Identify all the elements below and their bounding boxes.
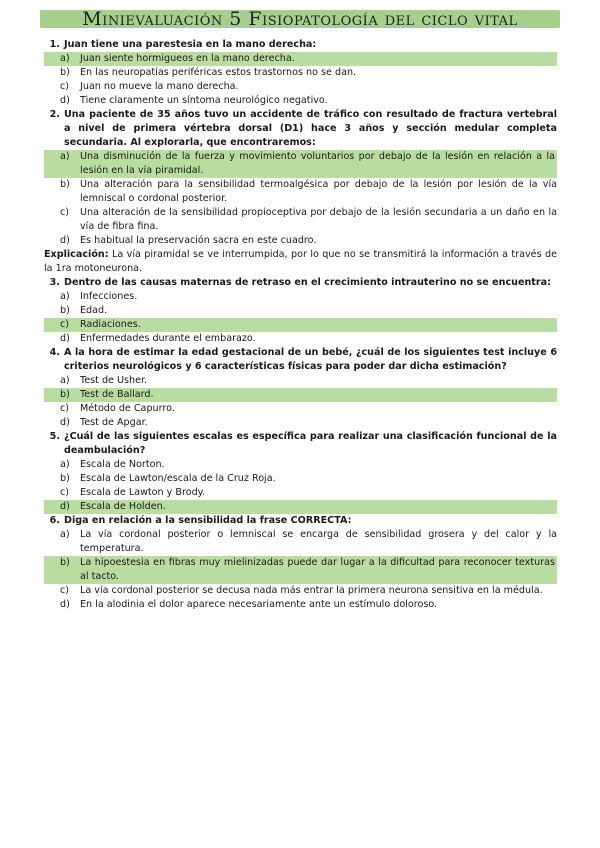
question-text: A la hora de estimar la edad gestacional de un bebé, ¿cuál de los siguientes test incluye 6 criterios neurológicos y 6 características físicas para poder dar dicha estimación? xyxy=(64,347,557,372)
option-text: Una alteración de la sensibilidad propioceptiva por debajo de la lesión secundaria a un daño en la vía de fibra fina. xyxy=(80,207,557,232)
answer-option-correct xyxy=(44,556,557,584)
option-text: Infecciones. xyxy=(80,291,138,302)
answer-option xyxy=(44,528,557,556)
question-number: 2. xyxy=(49,109,60,120)
answer-option-correct xyxy=(44,52,557,66)
option-letter: d) xyxy=(60,95,70,106)
answer-option-correct xyxy=(44,318,557,332)
question-text: ¿Cuál de las siguientes escalas es específica para realizar una clasificación funcional de la deambulación? xyxy=(64,431,557,456)
answer-option-correct xyxy=(44,150,557,178)
answer-option xyxy=(44,80,557,94)
answer-option xyxy=(44,458,557,472)
answer-option xyxy=(44,206,557,234)
option-text: Escala de Lawton/escala de la Cruz Roja. xyxy=(80,473,276,484)
option-letter: d) xyxy=(60,599,70,610)
option-text: Tiene claramente un síntoma neurológico negativo. xyxy=(80,95,328,106)
question-number: 6. xyxy=(49,515,60,526)
page-title: Minievaluación 5 Fisiopatología del ciclo vital xyxy=(82,8,518,30)
answer-option-correct xyxy=(44,500,557,514)
answer-option xyxy=(44,486,557,500)
option-letter: a) xyxy=(44,52,80,66)
option-text: Test de Usher. xyxy=(80,375,148,386)
option-text: La vía cordonal posterior se decusa nada más entrar la primera neurona sensitiva en la médula. xyxy=(80,585,543,596)
quiz-content xyxy=(44,38,557,612)
option-letter: b) xyxy=(60,305,70,316)
option-text: En las neuropatías periféricas estos trastornos no se dan. xyxy=(80,67,357,78)
option-letter: d) xyxy=(60,333,70,344)
question-1 xyxy=(44,38,557,52)
option-letter: a) xyxy=(60,529,70,540)
question-number: 3. xyxy=(49,277,60,288)
question-text: Una paciente de 35 años tuvo un accidente de tráfico con resultado de fractura vertebral a nivel de primera vértebra dorsal (D1) hace 3 años y sección medular completa secundaria. Al explorarla, que encontraremos: xyxy=(64,109,557,148)
answer-option xyxy=(44,66,557,80)
explanation-text: La vía piramidal se ve interrumpida, por lo que no se transmitirá la información a través de la 1ra motoneurona. xyxy=(44,249,557,274)
option-text: En la alodinia el dolor aparece necesariamente ante un estímulo doloroso. xyxy=(80,599,438,610)
answer-option xyxy=(44,584,557,598)
option-text: Una disminución de la fuerza y movimiento voluntarios por debajo de la lesión en relación a la lesión en la vía piramidal. xyxy=(80,151,555,176)
option-letter: c) xyxy=(60,81,70,92)
question-number: 1. xyxy=(49,39,60,50)
option-letter: a) xyxy=(60,375,70,386)
option-text: Juan siente hormigueos en la mano derecha. xyxy=(80,52,557,66)
answer-option xyxy=(44,472,557,486)
option-text: Edad. xyxy=(80,305,108,316)
option-letter: c) xyxy=(60,585,70,596)
option-letter: a) xyxy=(60,459,70,470)
option-letter: b) xyxy=(60,473,70,484)
option-letter: c) xyxy=(60,487,70,498)
question-text: Dentro de las causas maternas de retraso en el crecimiento intrauterino no se encuentra: xyxy=(64,277,551,288)
question-2 xyxy=(44,108,557,150)
option-text: Escala de Lawton y Brody. xyxy=(80,487,206,498)
answer-option xyxy=(44,178,557,206)
option-text: Es habitual la preservación sacra en este cuadro. xyxy=(80,235,317,246)
option-letter: b) xyxy=(60,179,70,190)
explanation-label: Explicación: xyxy=(44,249,109,260)
option-letter: a) xyxy=(44,150,80,178)
question-6 xyxy=(44,514,557,528)
option-text: Juan no mueve la mano derecha. xyxy=(80,81,239,92)
option-letter: c) xyxy=(60,403,70,414)
answer-option xyxy=(44,234,557,248)
option-letter: d) xyxy=(60,235,70,246)
option-text: Escala de Holden. xyxy=(80,500,557,514)
question-text: Juan tiene una parestesia en la mano derecha: xyxy=(64,39,317,50)
question-3 xyxy=(44,276,557,290)
option-letter: b) xyxy=(44,388,80,402)
option-text: Una alteración para la sensibilidad termoalgésica por debajo de la lesión por lesión de la vía lemniscal o cordonal posterior. xyxy=(80,179,557,204)
explanation xyxy=(44,248,557,276)
answer-option xyxy=(44,94,557,108)
option-letter: b) xyxy=(60,67,70,78)
option-letter: c) xyxy=(60,207,70,218)
option-letter: a) xyxy=(60,291,70,302)
option-text: La vía cordonal posterior o lemniscal se encarga de sensibilidad grosera y del calor y la temperatura. xyxy=(80,529,557,554)
question-text: Diga en relación a la sensibilidad la frase CORRECTA: xyxy=(64,515,352,526)
answer-option xyxy=(44,374,557,388)
answer-option xyxy=(44,598,557,612)
answer-option xyxy=(44,332,557,346)
option-letter: b) xyxy=(44,556,80,584)
option-letter: d) xyxy=(60,417,70,428)
answer-option xyxy=(44,416,557,430)
answer-option-correct xyxy=(44,388,557,402)
question-number: 4. xyxy=(49,347,60,358)
answer-option xyxy=(44,402,557,416)
option-text: Método de Capurro. xyxy=(80,403,175,414)
option-letter: c) xyxy=(44,318,80,332)
option-text: Test de Ballard. xyxy=(80,388,557,402)
option-text: Escala de Norton. xyxy=(80,459,165,470)
option-text: Test de Apgar. xyxy=(80,417,148,428)
question-5 xyxy=(44,430,557,458)
option-letter: d) xyxy=(44,500,80,514)
answer-option xyxy=(44,290,557,304)
question-number: 5. xyxy=(49,431,60,442)
title-banner xyxy=(40,7,560,31)
option-text: Enfermedades durante el embarazo. xyxy=(80,333,256,344)
answer-option xyxy=(44,304,557,318)
question-4 xyxy=(44,346,557,374)
option-text: Radiaciones. xyxy=(80,318,557,332)
option-text: La hipoestesia en fibras muy mielinizadas puede dar lugar a la dificultad para reconocer texturas al tacto. xyxy=(80,557,555,582)
